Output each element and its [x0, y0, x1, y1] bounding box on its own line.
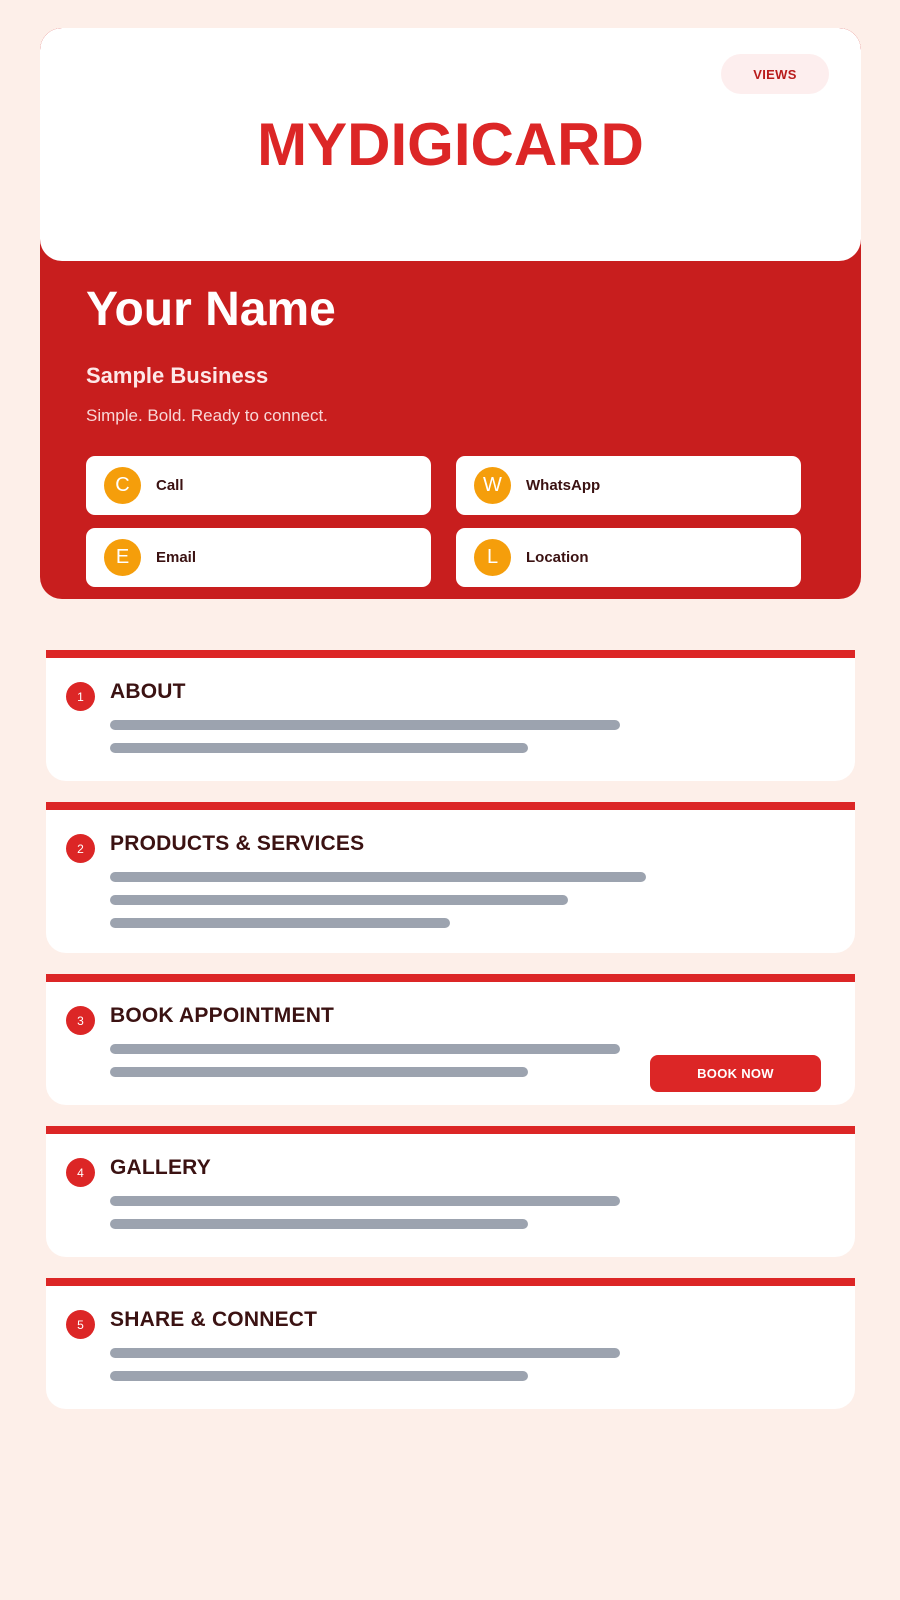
section-number: 4 — [66, 1158, 95, 1187]
placeholder-line — [110, 1067, 528, 1077]
section-number: 1 — [66, 682, 95, 711]
placeholder-line — [110, 895, 568, 905]
section-book-appointment — [46, 974, 855, 1105]
email-icon: E — [104, 539, 141, 576]
call-icon: C — [104, 467, 141, 504]
email-label: Email — [156, 549, 197, 566]
placeholder-line — [110, 1219, 528, 1229]
placeholder-line — [110, 1348, 620, 1358]
section-share-connect — [46, 1278, 855, 1409]
profile-tagline: Simple. Bold. Ready to connect. — [86, 406, 328, 425]
placeholder-line — [110, 1371, 528, 1381]
section-title: ABOUT — [110, 680, 186, 703]
section-number: 3 — [66, 1006, 95, 1035]
placeholder-line — [110, 872, 646, 882]
section-gallery — [46, 1126, 855, 1257]
placeholder-line — [110, 743, 528, 753]
location-label: Location — [526, 549, 589, 566]
call-button[interactable] — [86, 456, 431, 515]
section-title: GALLERY — [110, 1156, 211, 1179]
placeholder-line — [110, 1196, 620, 1206]
location-icon: L — [474, 539, 511, 576]
header-panel — [40, 28, 861, 261]
profile-business: Sample Business — [86, 363, 269, 388]
whatsapp-button[interactable] — [456, 456, 801, 515]
brand-logo-text: MYDIGICARD — [257, 111, 644, 178]
section-products-services — [46, 802, 855, 953]
section-title: BOOK APPOINTMENT — [110, 1004, 335, 1027]
book-now-button[interactable]: BOOK NOW — [650, 1055, 821, 1092]
whatsapp-label: WhatsApp — [526, 477, 601, 494]
placeholder-line — [110, 918, 450, 928]
placeholder-line — [110, 720, 620, 730]
profile-card — [40, 28, 861, 599]
whatsapp-icon: W — [474, 467, 511, 504]
call-label: Call — [156, 477, 184, 494]
placeholder-line — [110, 1044, 620, 1054]
section-about — [46, 650, 855, 781]
views-badge[interactable]: VIEWS — [721, 54, 829, 94]
location-button[interactable] — [456, 528, 801, 587]
section-number: 5 — [66, 1310, 95, 1339]
section-title: SHARE & CONNECT — [110, 1308, 318, 1331]
section-number: 2 — [66, 834, 95, 863]
section-title: PRODUCTS & SERVICES — [110, 832, 365, 855]
email-button[interactable] — [86, 528, 431, 587]
profile-name: Your Name — [86, 283, 336, 336]
